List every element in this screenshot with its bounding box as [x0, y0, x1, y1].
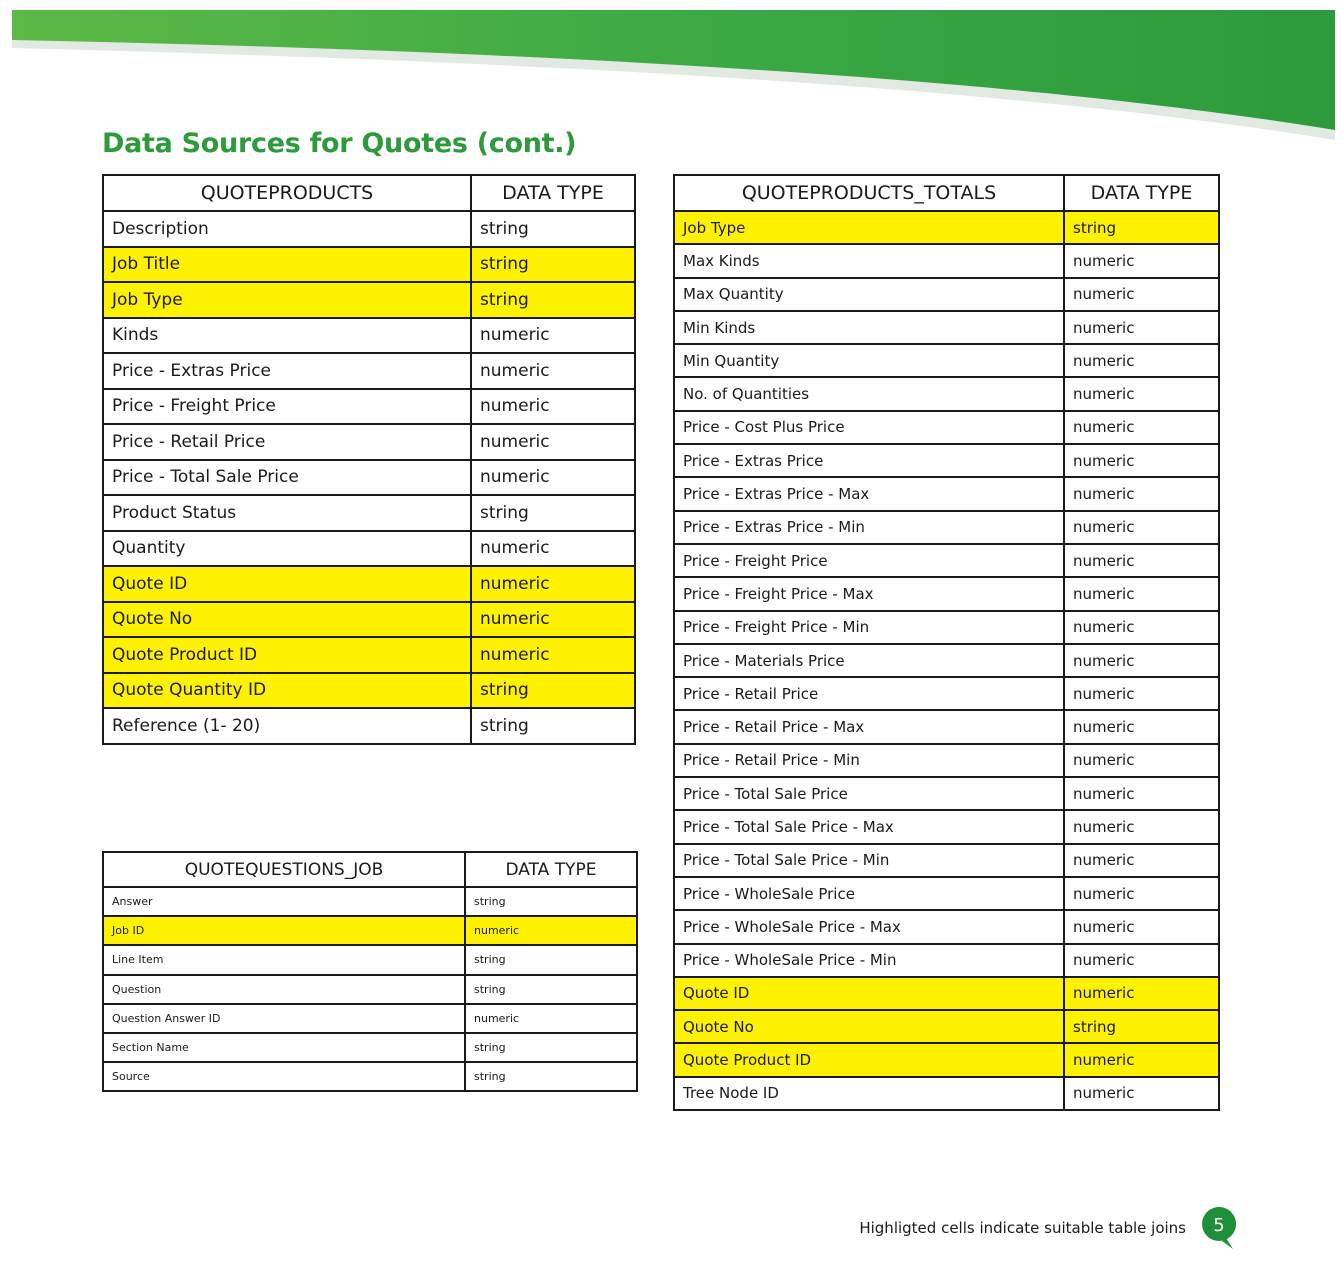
data-type-cell: numeric	[1064, 1043, 1219, 1076]
data-type-cell: numeric	[1064, 910, 1219, 943]
table-row	[103, 975, 637, 1004]
field-name-cell: Price - Retail Price - Max	[674, 710, 1064, 743]
field-name-cell: Price - Freight Price	[103, 389, 471, 425]
table-row	[674, 411, 1219, 444]
data-type-cell: string	[465, 887, 637, 916]
data-type-cell: numeric	[1064, 544, 1219, 577]
data-type-cell: numeric	[1064, 977, 1219, 1010]
data-type-cell: numeric	[1064, 877, 1219, 910]
field-name-cell: Price - Retail Price	[103, 424, 471, 460]
table-row	[674, 344, 1219, 377]
field-name-cell: Price - Freight Price - Min	[674, 611, 1064, 644]
data-type-cell: numeric	[1064, 444, 1219, 477]
table-row	[674, 611, 1219, 644]
field-name-cell: Price - Total Sale Price - Max	[674, 810, 1064, 843]
table-row	[674, 477, 1219, 510]
table-row	[103, 602, 635, 638]
table-row	[103, 460, 635, 496]
table-row	[103, 318, 635, 354]
field-name-cell: No. of Quantities	[674, 377, 1064, 410]
field-name-cell: Price - Retail Price	[674, 677, 1064, 710]
data-type-cell: numeric	[471, 353, 635, 389]
quotequestions-job-table	[102, 851, 638, 1092]
field-name-cell: Job Title	[103, 247, 471, 283]
table-row	[674, 1010, 1219, 1043]
data-type-cell: numeric	[471, 531, 635, 567]
field-name-cell: Price - Retail Price - Min	[674, 744, 1064, 777]
column-header: QUOTEPRODUCTS	[103, 175, 471, 211]
data-type-cell: string	[471, 673, 635, 709]
field-name-cell: Quote ID	[103, 566, 471, 602]
table-row	[674, 1043, 1219, 1076]
field-name-cell: Question Answer ID	[103, 1004, 465, 1033]
field-name-cell: Question	[103, 975, 465, 1004]
data-type-cell: string	[471, 282, 635, 318]
field-name-cell: Source	[103, 1062, 465, 1091]
field-name-cell: Quote Product ID	[103, 637, 471, 673]
data-type-cell: numeric	[1064, 577, 1219, 610]
table-row	[674, 444, 1219, 477]
field-name-cell: Max Quantity	[674, 278, 1064, 311]
data-type-cell: numeric	[471, 602, 635, 638]
data-type-cell: string	[1064, 211, 1219, 244]
data-type-cell: numeric	[471, 389, 635, 425]
table-row	[674, 644, 1219, 677]
field-name-cell: Price - WholeSale Price - Min	[674, 944, 1064, 977]
table-row	[103, 1062, 637, 1091]
field-name-cell: Price - Total Sale Price	[674, 777, 1064, 810]
table-row	[103, 945, 637, 974]
data-type-cell: numeric	[1064, 744, 1219, 777]
field-name-cell: Section Name	[103, 1033, 465, 1062]
table-row	[674, 1077, 1219, 1110]
field-name-cell: Quote No	[674, 1010, 1064, 1043]
data-type-cell: numeric	[1064, 377, 1219, 410]
field-name-cell: Description	[103, 211, 471, 247]
data-type-cell: numeric	[1064, 278, 1219, 311]
data-type-cell: numeric	[1064, 944, 1219, 977]
table-row	[674, 844, 1219, 877]
data-type-cell: numeric	[471, 460, 635, 496]
table-row	[674, 777, 1219, 810]
table-row	[674, 511, 1219, 544]
field-name-cell: Price - WholeSale Price	[674, 877, 1064, 910]
field-name-cell: Quote Quantity ID	[103, 673, 471, 709]
column-header: QUOTEQUESTIONS_JOB	[103, 852, 465, 887]
data-type-cell: numeric	[1064, 677, 1219, 710]
field-name-cell: Min Kinds	[674, 311, 1064, 344]
data-type-cell: string	[1064, 1010, 1219, 1043]
field-name-cell: Price - Total Sale Price - Min	[674, 844, 1064, 877]
data-type-cell: numeric	[465, 916, 637, 945]
field-name-cell: Min Quantity	[674, 344, 1064, 377]
quoteproducts-totals-table	[673, 174, 1220, 1111]
data-type-cell: string	[465, 945, 637, 974]
data-type-cell: numeric	[1064, 311, 1219, 344]
field-name-cell: Quantity	[103, 531, 471, 567]
table-row	[103, 916, 637, 945]
field-name-cell: Job Type	[103, 282, 471, 318]
table-row	[674, 677, 1219, 710]
table-row	[103, 708, 635, 744]
table-row	[674, 910, 1219, 943]
data-type-cell: numeric	[471, 637, 635, 673]
data-type-cell: numeric	[1064, 477, 1219, 510]
page-number: 5	[1213, 1215, 1225, 1236]
data-type-cell: numeric	[1064, 644, 1219, 677]
data-type-cell: numeric	[1064, 244, 1219, 277]
footer-note: Highligted cells indicate suitable table joins	[859, 1219, 1186, 1237]
column-header: DATA TYPE	[471, 175, 635, 211]
data-type-cell: string	[471, 247, 635, 283]
table-row	[674, 710, 1219, 743]
field-name-cell: Max Kinds	[674, 244, 1064, 277]
table-row	[674, 944, 1219, 977]
table-header-row	[103, 175, 635, 211]
data-type-cell: numeric	[1064, 810, 1219, 843]
data-type-cell: string	[465, 975, 637, 1004]
table-row	[674, 577, 1219, 610]
table-row	[103, 353, 635, 389]
table-row	[103, 1004, 637, 1033]
field-name-cell: Price - Extras Price	[103, 353, 471, 389]
table-row	[103, 887, 637, 916]
column-header: QUOTEPRODUCTS_TOTALS	[674, 175, 1064, 211]
field-name-cell: Product Status	[103, 495, 471, 531]
field-name-cell: Price - Freight Price - Max	[674, 577, 1064, 610]
data-type-cell: string	[471, 708, 635, 744]
data-type-cell: string	[471, 495, 635, 531]
table-row	[674, 377, 1219, 410]
table-row	[103, 566, 635, 602]
field-name-cell: Price - Extras Price	[674, 444, 1064, 477]
field-name-cell: Quote Product ID	[674, 1043, 1064, 1076]
table-row	[103, 531, 635, 567]
table-row	[674, 744, 1219, 777]
field-name-cell: Tree Node ID	[674, 1077, 1064, 1110]
data-type-cell: numeric	[1064, 777, 1219, 810]
table-row	[674, 278, 1219, 311]
field-name-cell: Price - Total Sale Price	[103, 460, 471, 496]
table-row	[103, 673, 635, 709]
data-type-cell: numeric	[471, 566, 635, 602]
page-title: Data Sources for Quotes (cont.)	[102, 128, 577, 159]
data-type-cell: numeric	[1064, 611, 1219, 644]
table-header-row	[674, 175, 1219, 211]
data-type-cell: string	[465, 1033, 637, 1062]
table-row	[103, 389, 635, 425]
table-row	[103, 211, 635, 247]
table-row	[103, 495, 635, 531]
field-name-cell: Quote ID	[674, 977, 1064, 1010]
table-row	[674, 877, 1219, 910]
table-row	[674, 244, 1219, 277]
field-name-cell: Price - WholeSale Price - Max	[674, 910, 1064, 943]
data-type-cell: numeric	[1064, 411, 1219, 444]
table-row	[103, 424, 635, 460]
field-name-cell: Job Type	[674, 211, 1064, 244]
table-row	[674, 311, 1219, 344]
table-row	[103, 282, 635, 318]
table-row	[674, 211, 1219, 244]
quoteproducts-table	[102, 174, 636, 745]
field-name-cell: Quote No	[103, 602, 471, 638]
data-type-cell: string	[471, 211, 635, 247]
table-row	[103, 1033, 637, 1062]
column-header: DATA TYPE	[465, 852, 637, 887]
data-type-cell: numeric	[1064, 710, 1219, 743]
table-row	[103, 247, 635, 283]
column-header: DATA TYPE	[1064, 175, 1219, 211]
data-type-cell: numeric	[1064, 1077, 1219, 1110]
table-row	[674, 544, 1219, 577]
table-row	[103, 637, 635, 673]
field-name-cell: Price - Cost Plus Price	[674, 411, 1064, 444]
field-name-cell: Kinds	[103, 318, 471, 354]
table-row	[674, 977, 1219, 1010]
data-type-cell: numeric	[465, 1004, 637, 1033]
data-type-cell: numeric	[1064, 844, 1219, 877]
data-type-cell: numeric	[1064, 511, 1219, 544]
field-name-cell: Reference (1- 20)	[103, 708, 471, 744]
field-name-cell: Price - Extras Price - Max	[674, 477, 1064, 510]
table-header-row	[103, 852, 637, 887]
data-type-cell: string	[465, 1062, 637, 1091]
field-name-cell: Answer	[103, 887, 465, 916]
field-name-cell: Price - Freight Price	[674, 544, 1064, 577]
data-type-cell: numeric	[471, 424, 635, 460]
data-type-cell: numeric	[471, 318, 635, 354]
field-name-cell: Price - Extras Price - Min	[674, 511, 1064, 544]
field-name-cell: Job ID	[103, 916, 465, 945]
field-name-cell: Line Item	[103, 945, 465, 974]
field-name-cell: Price - Materials Price	[674, 644, 1064, 677]
table-row	[674, 810, 1219, 843]
data-type-cell: numeric	[1064, 344, 1219, 377]
